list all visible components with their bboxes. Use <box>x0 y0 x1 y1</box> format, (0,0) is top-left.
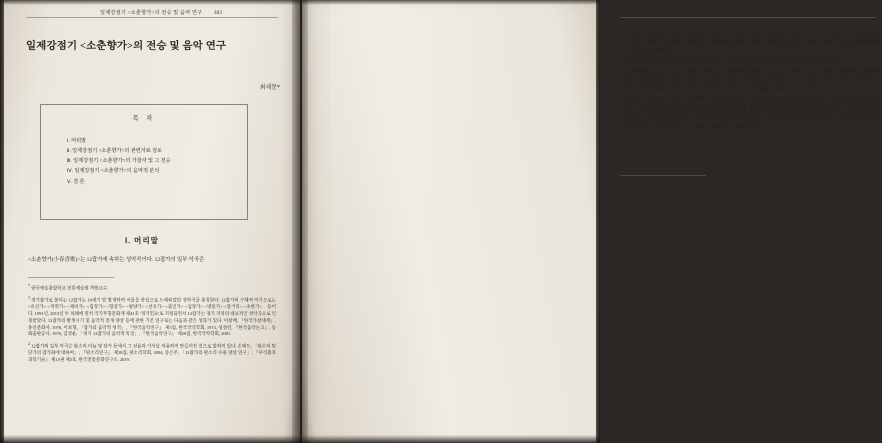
list-item: Ⅴ. 결 론 <box>67 178 85 185</box>
footnote-marker: 12 <box>620 192 625 198</box>
list-item: Ⅳ. 일제강점기 <소춘향가>의 음악적 분석 <box>67 168 160 175</box>
footnote-text: 이 음반 제공받은 참고그는 다음과 같으며, 소장자 음원의 복각 자료에 대해 개인적으로 제공받았다. 기요활재 남인도 노래 '및 '소춘향가'(http://blog.daum.net/hanyong0729). <box>620 300 882 313</box>
footnote-text: 12잡가의 일부 악곡은 판소리 더늠 및 단가 등에서 그 선율과 가사를 차용하여 만들어진 것으로 알려져 있다. 손태도, 「판소리 및 단가의 잡가화에 대하여」, 『판소리연구』 제18집, 판소리학회, 2004, 송은주, 「12잡가의 판소리 수용 양상 연구」, 『우리춤과 과학기술』 제15권 제3호, 한국전통문화연구소, 2019. <box>28 343 276 362</box>
right-body-text <box>620 30 880 133</box>
left-head-rule <box>26 17 278 18</box>
article-author: 최세문* <box>259 85 280 91</box>
footnote-marker: 18 <box>620 297 625 303</box>
footnote-text: 박동실에 대한 연구로 연구로 그의 특성에 따른 음악적 여정에 관한 연구는 이어졌으나 일제강점기에 관한 논의에서 잡가 및 판소리 더늠에 관한 언급은 있었다. 이보형, 「박동실에 관한 연구」, 『판소리연구』 제6집, 판소리학회, 1995. <box>620 195 882 208</box>
left-footnotes <box>28 283 276 366</box>
footnote <box>620 249 882 265</box>
right-footnotes <box>620 181 882 317</box>
footnote-marker: 13 <box>620 211 625 217</box>
footnote <box>28 283 276 292</box>
footnote-marker: 16 <box>620 267 625 273</box>
toc-title: 목 차 <box>132 115 156 122</box>
footnote-text: 한국음반자료관 누리집 https://www.sparchive.co.kr 및 국악음반박물관(http://www.hearkorea.com) 및 한국고음반연구회 누리집 등을 통해 음반 소장을 출판한 내용을 참고할 수 있다. 다만 음반의 세부적인 사항은 개별 소장자와 복각본의 상태에 따라 일부 차이가 있다. <box>620 232 882 245</box>
left-running-head-text: 일제강점기 <소춘향가>의 전승 및 음악 연구 <box>100 10 203 16</box>
footnote <box>620 211 882 227</box>
list-item: Ⅲ. 일제강점기 <소춘향가>의 가창자 및 그 전승 <box>67 158 171 165</box>
left-page-number: 303 <box>213 10 223 16</box>
footnote-marker: 2 <box>28 340 31 346</box>
paragraph: 이러한 음반의 실물이 남아있지 않으므로 소리의 실체를 확인할 수 있는 것은 음반 설명서이다. <box>625 58 841 65</box>
footnote-marker: 15 <box>620 248 625 254</box>
lead-paragraph: <소춘향가(小春香歌)>는 12잡가에 속하는 성악곡이다. 12잡가의 일부 악곡은 <box>28 257 205 263</box>
footnote <box>28 295 276 338</box>
paragraph: 본고에서 검토할 시기의 음가 음반은 연구 자료로서 적극적으로 활용되지 못한 실정이다. 음성기록에서 파손되기 쉬운 결함을 지니고 있어 남아있는 자료가 많지 않을 뿐더러 복각되지 않은 음반이 많다는 점은 접근성이 낮기 때문이다. 그러나 남태욱씨는 본 연구자의 논문에서는 이전의 소장한 음반(KAL0017)과 더불어 음원을 '민요'의 소장한 음반들을 제공받아 본 연구 자료로 제보할 수 있게 되었다. <box>620 96 880 130</box>
bottom-shadow <box>0 435 600 443</box>
footnote-text: 역시 부학문화제 제21호 경기12잡가, 서울: 민속원, 2012), 37쪽. <box>621 183 742 189</box>
footnote <box>620 181 882 190</box>
paragraph: <소춘향가>의 음성기록은 현재 공식적으로 복각되어 발매된 바가 없다. 하지만 <표 1>에서 열거한 몇 번호에 해당하는 원반번호와 곡명들은 음반 소장자와 복각본이 공개된 상태이므로 그 소리를 확인할 수 있다. 따라서 본 고에서는 이러한 자료들을 토대로 일제강점기 <소춘향가>의 음원을 살펴볼 수 있을 것이다. <box>620 68 880 93</box>
right-page <box>302 0 882 443</box>
article-title: 일제강점기 <소춘향가>의 전승 및 음악 연구 <box>26 41 227 52</box>
left-running-head <box>100 9 222 16</box>
footnote <box>620 267 882 283</box>
footnote-text: 한국예술종합학교 전통예술원 객원교수. <box>31 285 109 291</box>
footnote-marker: 17 <box>620 286 625 292</box>
footnote-marker: * <box>28 283 31 288</box>
footnote-text: 해당 음반에 관한 사항은 한국음반자료관 누리집 및 국악음반박물관 누리집 자료를 참고할 수 있다. 다만 음반의 세부 정보는 소장처별로 상이한 경우가 있으므로 본 연구에서는 복각본을 기준으로 한다. <box>620 269 882 282</box>
footnote <box>28 341 276 364</box>
footnote <box>620 286 882 295</box>
table-of-contents <box>40 104 248 220</box>
list-item: Ⅰ. 머리말 <box>67 138 87 144</box>
right-footnote-rule <box>620 175 706 176</box>
footnote-marker: 14 <box>620 230 625 236</box>
right-head-rule <box>620 17 876 18</box>
right-page-number: 309 <box>676 10 685 16</box>
paragraph: 그러나 현재 일제강점기의 음반 및 방송자료 등에서 발견된 음반은 남아있지 않으므로 구체적으로 음원을 확인할 수 없다. 다만 음반 음반 목록에 정가 박춘재의 창자 이름이 기록되어 있을 뿐이어서 음원으로 옮겨 실체를 확인하기 어려운 한계가 있다. <box>620 31 880 55</box>
book-gutter-shadow <box>292 0 308 443</box>
list-item: Ⅱ. 일제강점기 <소춘향가>의 관련자료 검토 <box>67 148 163 155</box>
footnote-text: 음반 목록에서 확인되는 경기잡가 창자로는 박춘재·김홍도·문영수·이영산홍·최정식·장계춘 등이 있다. 이 가운데 KAA는 이보형, KAB는 배연형, NG는 노재명, KALE는 이진원 등이 소장한 음반이다. <box>620 251 882 264</box>
footnote <box>620 193 882 209</box>
right-running-head-text: 일제강점기 <소춘향가>의 전승 및 음악 연구 <box>695 10 799 16</box>
top-shadow <box>0 0 600 5</box>
footnote-text: 경기잡가로 불리는 12잡가는 19세기 말 발생하여 서울을 중심으로 노래되었던 성악곡을 총칭한다. 12잡가의 구체적 악곡으로는 <유산가>·<적벽가>·<제비가>·<집장가>·<형장가>·<평양가>·<선유가>·<출인가>·<십장가>·<방물가>·<달거리>·<초한가> 등이다. 1991년, 2013년 두 차례에 걸쳐 국가무형문화재 제41호 '경기민요'로 지정되면서 12잡가는 경기 지역의 대표적인 성악곡으로 인정받았다. 12잡가의 발생시기 및 음악적 전개 양상 등에 관한 기존 연구로는 다음과 같은 성과가 있다. 이창배, 『한국가창대계』, 홍인문화사, 1976, 이보형, 「잡가의 음악적 성격」, 『한국음악연구』 제3집, 한국국악학회, 1973, 성경린, 『한국음악논고』, 동화출판공사, 1976, 김영운, 「경기 12잡가의 음악적 특징」, 『한국음악연구』 제29집, 한국국악학회, 2001. <box>28 297 276 337</box>
footnote-text: 김영운, 「한국음반학』, 한국고음반연구회, 1997), 제7권, 131-34쪽; 박춘재, 「박춘재 음반 목록」, 『한국음반학』 제9호, 한국고음반연구회, 1999. <box>620 213 882 226</box>
footnote-marker: 1 <box>28 294 31 300</box>
footnote <box>620 230 882 246</box>
footnote <box>620 298 882 314</box>
left-page <box>4 0 300 443</box>
section-heading: Ⅰ. 머리말 <box>124 236 160 245</box>
footnote-text: 한국고음반연구회에서 간행한 『음성기록문 가사집』(전통음악 연구회 음향기기) 자료 모두, 1993, 6쪽 참조. <box>625 288 833 294</box>
left-footnote-rule <box>28 277 114 278</box>
toc-list <box>67 136 247 187</box>
right-running-head <box>676 9 798 16</box>
